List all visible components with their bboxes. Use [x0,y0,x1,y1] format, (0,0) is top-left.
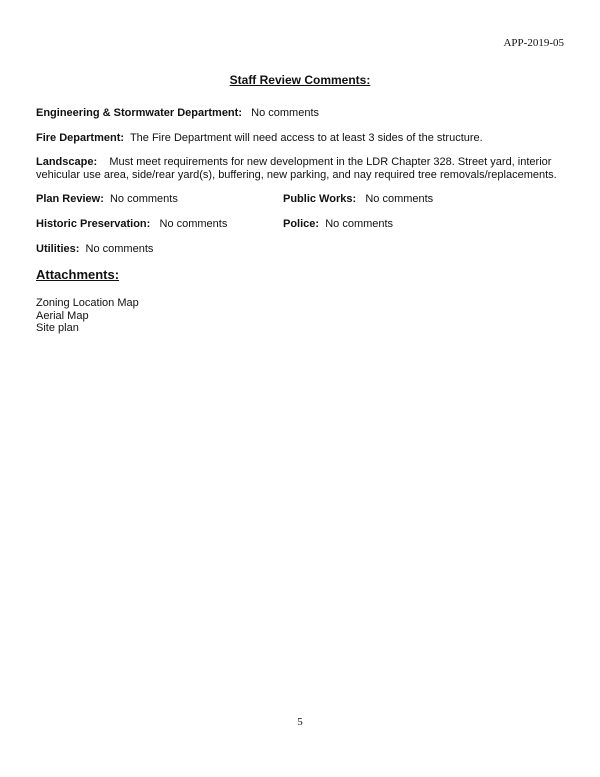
section-title: Staff Review Comments: [229,73,371,87]
police-text: No comments [325,218,394,230]
attachment-item: Site plan [36,322,79,334]
public-works-comment [283,193,433,206]
attachments-list [36,297,139,335]
historic-preservation-comment [36,218,227,231]
utilities-label: Utilities: [36,243,80,255]
historic-preservation-text: No comments [159,218,228,230]
page-number: 5 [297,716,303,728]
historic-preservation-label: Historic Preservation: [36,218,151,230]
landscape-comment [36,156,566,182]
utilities-text: No comments [85,243,154,255]
plan-review-text: No comments [109,193,178,205]
plan-review-label: Plan Review: [36,193,104,205]
fire-label: Fire Department: [36,132,125,144]
police-label: Police: [283,218,320,230]
document-id: APP-2019-05 [503,37,564,49]
fire-text: The Fire Department will need access to at least 3 sides of the structure. [129,132,483,144]
landscape-label: Landscape: [36,156,98,168]
public-works-label: Public Works: [283,193,357,205]
public-works-text: No comments [365,193,434,205]
attachment-item: Zoning Location Map [36,297,139,309]
police-comment [283,218,393,231]
landscape-text: Must meet requirements for new development in the LDR Chapter 328. Street yard, interior vehicular use area, side/rear yard(s), buffering, new parking, and nay required tree removals/replacements. [36,156,557,181]
attachments-heading: Attachments: [36,267,120,282]
engineering-label: Engineering & Stormwater Department: [36,107,242,119]
fire-comment [36,132,566,145]
utilities-comment [36,243,153,256]
engineering-comment [36,107,566,120]
attachment-item: Aerial Map [36,309,89,322]
engineering-text: No comments [251,107,320,119]
plan-review-comment [36,193,178,206]
